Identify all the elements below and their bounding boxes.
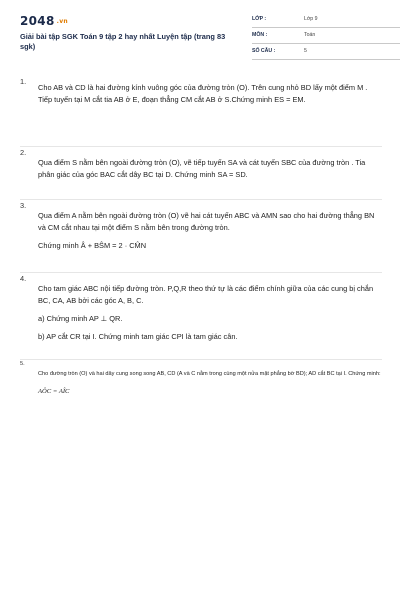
document-header — [20, 12, 380, 64]
meta-info-table — [252, 12, 400, 60]
question-number: 5. — [20, 361, 25, 367]
question-item — [20, 200, 382, 273]
meta-value: 5 — [304, 48, 307, 54]
question-number: 3. — [20, 201, 27, 210]
logo-text: 2048 — [20, 14, 55, 28]
meta-key: LỚP : — [252, 16, 267, 22]
question-item — [20, 273, 382, 360]
question-list — [20, 76, 382, 420]
question-number: 2. — [20, 148, 27, 157]
question-item — [20, 360, 382, 420]
question-formula: AÔC = AÎC — [38, 388, 70, 395]
meta-row-subject — [252, 28, 400, 44]
meta-key: SỐ CÂU : — [252, 48, 276, 54]
question-formula: Chứng minh Â + BŜM = 2 · CM̂N — [38, 241, 147, 250]
question-part-b: b) AP cắt CR tại I. Chứng minh tam giác CPI là tam giác cân. — [38, 332, 238, 341]
question-item — [20, 76, 382, 147]
meta-row-count — [252, 44, 400, 60]
question-text: Cho AB và CD là hai đường kính vuông góc của đường tròn (O). Trên cung nhỏ BD lấy một điểm M . Tiếp tuyến tại M cắt tia AB ở E, đoạn thẳng CM cắt AB ở S.Chứng minh ES = EM. — [38, 83, 368, 104]
document-title: Giải bài tập SGK Toán 9 tập 2 hay nhất Luyện tập (trang 83 sgk) — [20, 32, 226, 51]
question-text: Cho tam giác ABC nội tiếp đường tròn. P,Q,R theo thứ tự là các điểm chính giữa của các cung bị chắn BC, CA, AB bởi các góc A, B, C. — [38, 284, 374, 305]
logo-suffix: .vn — [56, 18, 68, 25]
question-text: Cho đường tròn (O) và hai dây cung song song AB, CD (A và C nằm trong cùng một nửa mặt phẳng bờ BD); AD cắt BC tại I. Chứng minh: — [38, 371, 381, 377]
meta-value: Lớp 9 — [304, 16, 318, 22]
question-text: Qua điểm S nằm bên ngoài đường tròn (O), vẽ tiếp tuyến SA và cát tuyến SBC của đường tròn . Tia phân giác của góc BAC cắt dây BC tại D. Chứng minh SA = SD. — [38, 158, 366, 179]
question-part-a: a) Chứng minh AP ⊥ QR. — [38, 314, 123, 323]
question-item — [20, 147, 382, 200]
site-logo[interactable] — [20, 14, 68, 28]
question-number: 1. — [20, 77, 27, 86]
meta-key: MÔN : — [252, 32, 268, 38]
meta-row-class — [252, 12, 400, 28]
question-number: 4. — [20, 274, 27, 283]
meta-value: Toán — [304, 32, 316, 38]
question-text: Qua điểm A nằm bên ngoài đường tròn (O) vẽ hai cát tuyến ABC và AMN sao cho hai đường thẳng BN và CM cắt nhau tại một điểm S nằm bên trong đường tròn. — [38, 211, 375, 232]
